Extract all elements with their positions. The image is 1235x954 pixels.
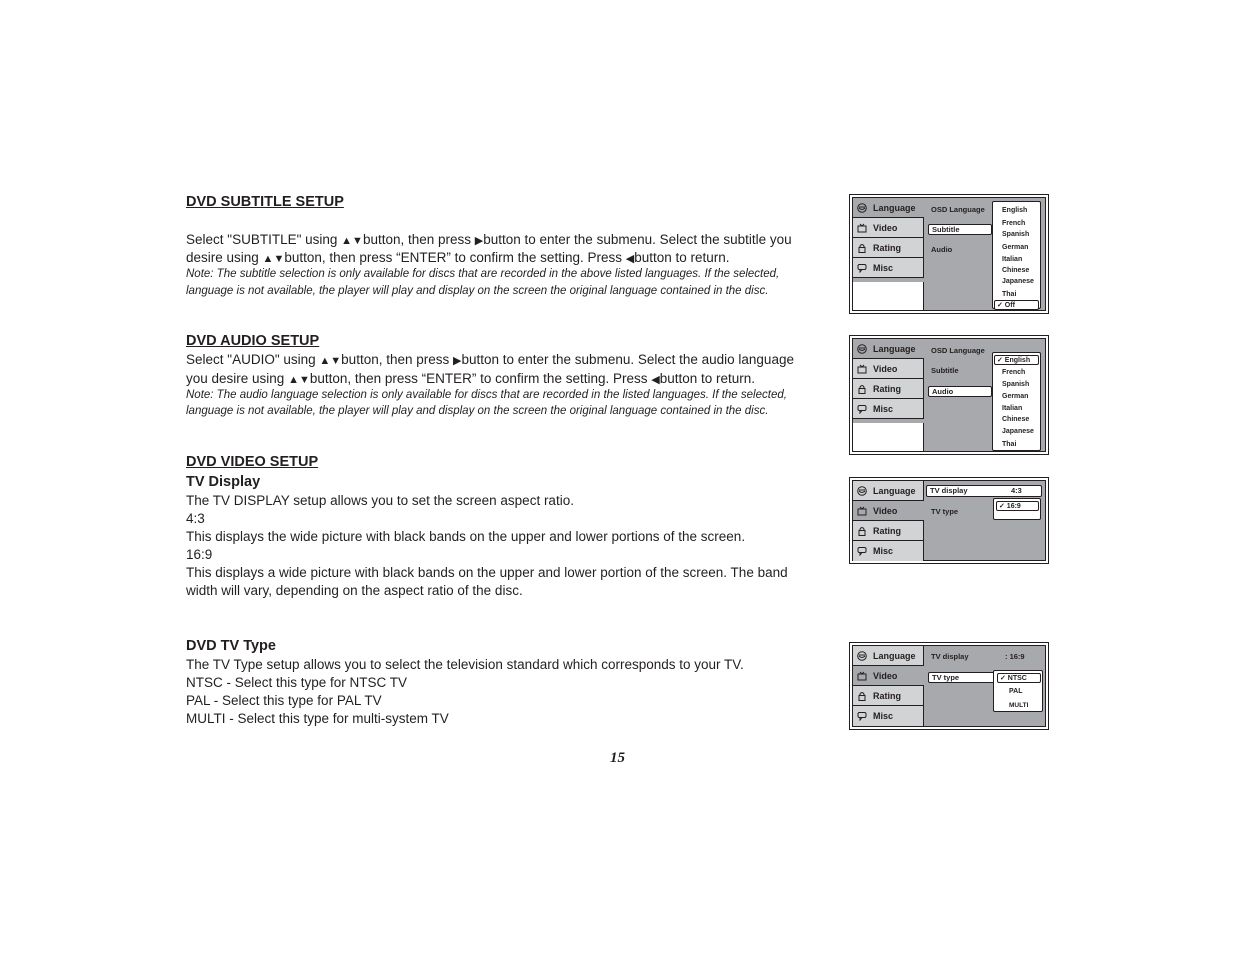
- osd-item-osd-language[interactable]: OSD Language: [931, 346, 985, 355]
- video-setup-heading: DVD VIDEO SETUP: [186, 454, 319, 470]
- left-arrow-icon: ◀: [625, 253, 635, 265]
- right-arrow-icon: ▶: [453, 355, 462, 367]
- osd-item-subtitle[interactable]: Subtitle: [928, 224, 992, 235]
- option-italian[interactable]: Italian: [1002, 256, 1023, 263]
- subtitle-options-list: [992, 201, 1041, 309]
- subtitle-note-line2: language is not available, the player will play and display on the screen the original language contained in the disc.: [186, 285, 769, 297]
- audio-options-list: [992, 352, 1041, 451]
- language-icon: [856, 485, 867, 496]
- option-chinese[interactable]: Chinese: [1002, 267, 1030, 274]
- osd-tab-video[interactable]: Video: [853, 666, 924, 686]
- audio-instruction-line2: you desire using ▲▼button, then press “ENTER” to confirm the setting. Press ◀button to return.: [186, 371, 756, 386]
- osd-tab-language[interactable]: Language: [853, 339, 924, 359]
- option-italian[interactable]: Italian: [1002, 405, 1023, 412]
- option-multi[interactable]: MULTI: [1009, 702, 1029, 709]
- tv-icon: [856, 363, 867, 374]
- osd-tab-misc[interactable]: Misc: [853, 706, 924, 726]
- audio-setup-heading: DVD AUDIO SETUP: [186, 333, 320, 349]
- osd-tab-misc[interactable]: Misc: [853, 541, 924, 561]
- osd-panel: [852, 197, 1046, 311]
- tv-type-text-3: PAL - Select this type for PAL TV: [186, 693, 382, 708]
- osd-item-audio[interactable]: Audio: [928, 386, 992, 397]
- tv-type-text-2: NTSC - Select this type for NTSC TV: [186, 675, 408, 690]
- option-english-selected[interactable]: ✓ English: [994, 355, 1039, 365]
- option-japanese[interactable]: Japanese: [1002, 278, 1034, 285]
- tv-display-text-2: 4:3: [186, 511, 205, 526]
- speech-bubble-icon: [856, 711, 867, 722]
- speech-bubble-icon: [856, 546, 867, 557]
- option-german[interactable]: German: [1002, 244, 1029, 251]
- speech-bubble-icon: [856, 403, 867, 414]
- osd-item-subtitle[interactable]: Subtitle: [931, 366, 959, 375]
- osd-tab-misc[interactable]: Misc: [853, 399, 924, 419]
- subtitle-setup-heading: DVD SUBTITLE SETUP: [186, 194, 344, 210]
- osd-tab-rating[interactable]: Rating: [853, 521, 924, 541]
- option-french[interactable]: French: [1002, 220, 1026, 227]
- tv-display-text-5: This displays a wide picture with black bands on the upper and lower portion of the screen. The band: [186, 565, 788, 580]
- osd-tv-display-menu: [849, 477, 1049, 564]
- lock-icon: [856, 242, 867, 253]
- osd-tab-empty: [853, 423, 924, 451]
- osd-item-audio[interactable]: Audio: [931, 245, 953, 254]
- lock-icon: [856, 525, 867, 536]
- osd-tab-misc[interactable]: Misc: [853, 258, 924, 278]
- option-ntsc-selected[interactable]: ✓ NTSC: [997, 673, 1041, 683]
- audio-note-line2: language is not available, the player will play and display on the screen the original language contained in the disc.: [186, 405, 769, 417]
- option-japanese[interactable]: Japanese: [1002, 428, 1034, 435]
- tv-icon: [856, 222, 867, 233]
- option-pal[interactable]: PAL: [1009, 688, 1023, 695]
- tv-display-options-list: [993, 498, 1041, 520]
- osd-tab-language[interactable]: Language: [853, 646, 924, 666]
- osd-tab-rating[interactable]: Rating: [853, 379, 924, 399]
- option-thai[interactable]: Thai: [1002, 441, 1017, 448]
- up-arrow-icon: ▲: [319, 355, 331, 367]
- tv-display-text-1: The TV DISPLAY setup allows you to set the screen aspect ratio.: [186, 493, 574, 508]
- down-arrow-icon: ▼: [352, 235, 363, 247]
- subtitle-note-line1: Note: The subtitle selection is only available for discs that are recorded in the above listed languages. If the selected,: [186, 268, 780, 280]
- language-icon: [856, 202, 867, 213]
- osd-tab-video[interactable]: Video: [853, 359, 924, 379]
- up-arrow-icon: ▲: [288, 374, 299, 386]
- language-icon: [856, 650, 867, 661]
- tv-type-text-4: MULTI - Select this type for multi-system TV: [186, 711, 449, 726]
- osd-value-tv-display: 4:3: [1011, 486, 1022, 495]
- osd-item-tv-display[interactable]: TV display: [926, 485, 1042, 497]
- page-number: 15: [610, 750, 625, 766]
- osd-tab-video[interactable]: Video: [853, 501, 924, 521]
- osd-subtitle-menu: [849, 194, 1049, 314]
- audio-note-line1: Note: The audio language selection is only available for discs that are recorded in the listed languages. If the selected,: [186, 389, 787, 401]
- option-english[interactable]: English: [1002, 207, 1028, 214]
- tv-icon: [856, 505, 867, 516]
- tv-display-text-3: This displays the wide picture with black bands on the upper and lower portions of the screen.: [186, 529, 746, 544]
- down-arrow-icon: ▼: [330, 355, 342, 367]
- osd-tab-language[interactable]: Language: [853, 198, 924, 218]
- audio-instruction-line1: Select "AUDIO" using ▲▼button, then press ▶button to enter the submenu. Select the audio language: [186, 352, 794, 367]
- osd-tab-list: [853, 339, 924, 419]
- tv-icon: [856, 670, 867, 681]
- up-arrow-icon: ▲: [262, 253, 274, 265]
- osd-tab-video[interactable]: Video: [853, 218, 924, 238]
- option-spanish[interactable]: Spanish: [1002, 381, 1030, 388]
- tv-type-text-1: The TV Type setup allows you to select the television standard which corresponds to your TV.: [186, 657, 744, 672]
- tv-display-text-6: width will vary, depending on the aspect ratio of the disc.: [186, 583, 523, 598]
- osd-audio-menu: [849, 335, 1049, 455]
- osd-tab-empty: [853, 282, 924, 310]
- tv-display-text-4: 16:9: [186, 547, 213, 562]
- down-arrow-icon: ▼: [273, 253, 285, 265]
- subtitle-instruction-line2: desire using ▲▼button, then press “ENTER” to confirm the setting. Press ◀button to return.: [186, 250, 730, 265]
- option-german[interactable]: German: [1002, 393, 1029, 400]
- language-icon: [856, 343, 867, 354]
- tv-type-subheading: DVD TV Type: [186, 638, 276, 654]
- option-16-9-selected[interactable]: ✓ 16:9: [996, 501, 1039, 511]
- osd-panel: [852, 645, 1046, 727]
- osd-item-osd-language[interactable]: OSD Language: [931, 205, 985, 214]
- osd-panel: [852, 338, 1046, 452]
- option-off-selected[interactable]: ✓ Off: [994, 300, 1039, 310]
- right-arrow-icon: ▶: [474, 235, 484, 247]
- osd-tv-type-menu: [849, 642, 1049, 730]
- lock-icon: [856, 690, 867, 701]
- osd-tab-language[interactable]: Language: [853, 481, 924, 501]
- down-arrow-icon: ▼: [298, 374, 310, 386]
- osd-value-tv-display: : 16:9: [1005, 652, 1025, 661]
- option-thai[interactable]: Thai: [1002, 291, 1017, 298]
- tv-display-subheading: TV Display: [186, 474, 261, 490]
- option-french[interactable]: French: [1002, 369, 1026, 376]
- left-arrow-icon: ◀: [651, 374, 660, 386]
- option-chinese[interactable]: Chinese: [1002, 416, 1030, 423]
- up-arrow-icon: ▲: [341, 235, 353, 247]
- osd-tab-rating[interactable]: Rating: [853, 238, 924, 258]
- osd-item-tv-type[interactable]: TV type: [931, 507, 959, 516]
- osd-item-tv-display[interactable]: TV display: [931, 652, 969, 661]
- speech-bubble-icon: [856, 262, 867, 273]
- subtitle-instruction-line1: Select "SUBTITLE" using ▲▼button, then press ▶button to enter the submenu. Select the subtitle you: [186, 232, 792, 247]
- osd-panel: [852, 480, 1046, 561]
- osd-tab-list: [853, 198, 924, 278]
- lock-icon: [856, 383, 867, 394]
- osd-tab-rating[interactable]: Rating: [853, 686, 924, 706]
- osd-tab-list: [853, 481, 924, 561]
- osd-tab-list: [853, 646, 924, 726]
- osd-item-tv-type[interactable]: TV type: [928, 672, 996, 683]
- option-spanish[interactable]: Spanish: [1002, 231, 1030, 238]
- tv-type-options-list: [993, 670, 1043, 712]
